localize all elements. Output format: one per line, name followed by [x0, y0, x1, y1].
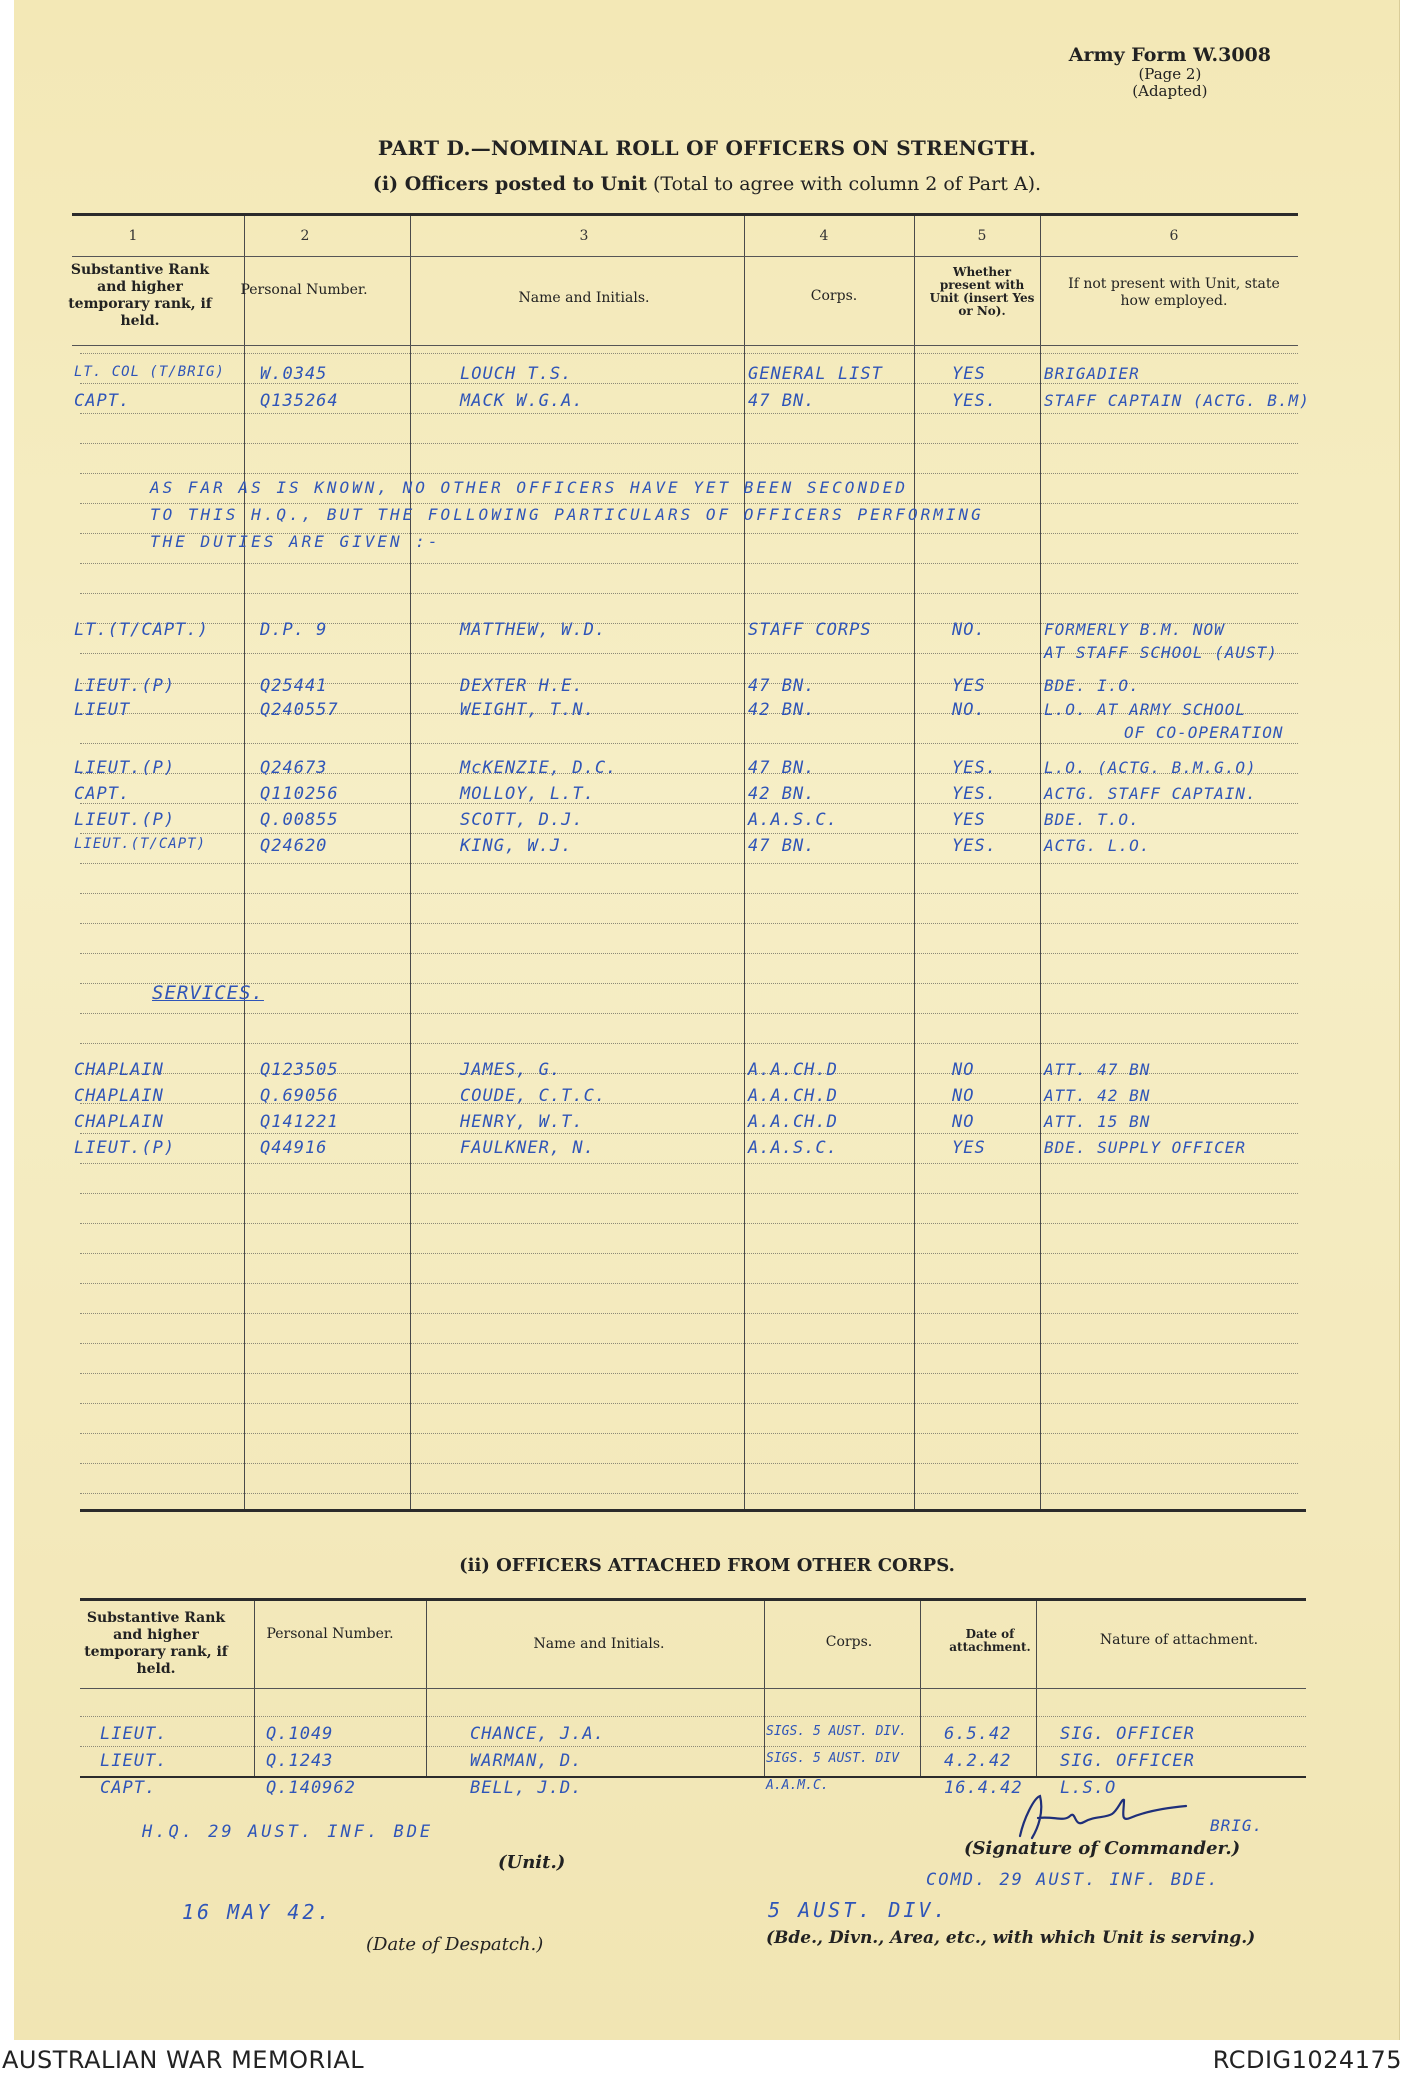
- cell-rank: LIEUT: [74, 700, 131, 720]
- ruled-line: [80, 1463, 1298, 1464]
- cell-present: NO: [952, 1086, 975, 1106]
- attached-cell-corps: SIGS. 5 AUST. DIV.: [766, 1724, 907, 1739]
- attached-cell-rank: CAPT.: [100, 1778, 157, 1798]
- column-number-5: 5: [977, 228, 987, 244]
- cell-rank: LIEUT.(P): [74, 676, 176, 696]
- ruled-line: [80, 1043, 1298, 1044]
- cell-rank: CAPT.: [74, 391, 131, 411]
- cell-employed-continued: OF CO-OPERATION: [1124, 723, 1284, 742]
- ruled-line: [80, 353, 1298, 354]
- cell-rank: LIEUT.(T/CAPT): [74, 836, 207, 852]
- cell-employed: L.O. AT ARMY SCHOOL: [1044, 700, 1247, 719]
- cell-corps: 47 BN.: [748, 676, 816, 696]
- cell-number: Q141221: [260, 1112, 339, 1132]
- cell-number: Q240557: [260, 700, 339, 720]
- ruled-line: [80, 893, 1298, 894]
- cell-name: JAMES, G.: [460, 1060, 562, 1080]
- attached-cell-name: BELL, J.D.: [470, 1778, 583, 1798]
- cell-corps: STAFF CORPS: [748, 620, 872, 640]
- cell-present: YES: [952, 810, 986, 830]
- ruled-line: [80, 743, 1298, 744]
- ruled-line: [80, 1403, 1298, 1404]
- attached-cell-corps: A.A.M.C.: [766, 1778, 829, 1793]
- table2-bottom-rule: [80, 1776, 1306, 1778]
- signature-rank: BRIG.: [1210, 1816, 1264, 1835]
- part-d-title: PART D.—NOMINAL ROLL OF OFFICERS ON STRENGTH.: [377, 136, 1037, 160]
- signature-label: (Signature of Commander.): [964, 1838, 1241, 1859]
- ruled-line: [80, 1163, 1298, 1164]
- ruled-line: [80, 953, 1298, 954]
- ruled-line: [80, 1373, 1298, 1374]
- note-line: THE DUTIES ARE GIVEN :-: [150, 532, 441, 551]
- ruled-line: [80, 863, 1298, 864]
- cell-corps: A.A.S.C.: [748, 810, 838, 830]
- cell-corps: GENERAL LIST: [748, 364, 883, 384]
- cell-employed: L.O. (ACTG. B.M.G.O): [1044, 758, 1257, 777]
- ruled-line: [80, 1283, 1298, 1284]
- t2-header-nature: Nature of attachment.: [1099, 1632, 1259, 1648]
- cell-number: Q.69056: [260, 1086, 339, 1106]
- table-top-rule: [72, 213, 1298, 216]
- cell-present: YES: [952, 1138, 986, 1158]
- column-number-6: 6: [1169, 228, 1179, 244]
- date-label: (Date of Despatch.): [366, 1934, 544, 1955]
- part-ii-title: (ii) OFFICERS ATTACHED FROM OTHER CORPS.: [459, 1555, 955, 1576]
- header-personal-number: Personal Number.: [240, 282, 368, 298]
- unit-value: H.Q. 29 AUST. INF. BDE: [142, 1822, 434, 1842]
- cell-number: Q123505: [260, 1060, 339, 1080]
- cell-name: MACK W.G.A.: [460, 391, 584, 411]
- cell-present: NO: [952, 1060, 975, 1080]
- cell-employed: BRIGADIER: [1044, 364, 1140, 383]
- column-number-4: 4: [819, 228, 829, 244]
- form-page: [14, 0, 1400, 2040]
- division-value: 5 AUST. DIV.: [768, 1898, 949, 1922]
- cell-present: YES.: [952, 758, 997, 778]
- t2-header-name: Name and Initials.: [533, 1636, 665, 1652]
- attached-cell-nature: SIG. OFFICER: [1060, 1724, 1195, 1744]
- cell-corps: A.A.CH.D: [748, 1060, 838, 1080]
- attached-cell-corps: SIGS. 5 AUST. DIV: [766, 1751, 900, 1766]
- attached-cell-rank: LIEUT.: [100, 1751, 168, 1771]
- cell-corps: A.A.S.C.: [748, 1138, 838, 1158]
- cell-rank: LT.(T/CAPT.): [74, 620, 209, 640]
- attached-cell-number: Q.1049: [266, 1724, 334, 1744]
- ruled-line: [80, 1133, 1298, 1134]
- cell-number: Q110256: [260, 784, 339, 804]
- ruled-line: [80, 1253, 1298, 1254]
- ruled-line: [80, 833, 1298, 834]
- form-adapted-note: (Adapted): [1132, 82, 1208, 100]
- cell-present: NO.: [952, 620, 986, 640]
- cell-rank: LT. COL (T/BRIG): [74, 364, 225, 380]
- cell-employed-continued: AT STAFF SCHOOL (AUST): [1044, 643, 1278, 662]
- header-divider: [72, 256, 1298, 257]
- cell-present: NO.: [952, 700, 986, 720]
- cell-number: Q.00855: [260, 810, 339, 830]
- cell-corps: 42 BN.: [748, 700, 816, 720]
- cell-rank: LIEUT.(P): [74, 758, 176, 778]
- archive-institution: AUSTRALIAN WAR MEMORIAL: [2, 2046, 365, 2074]
- cell-number: Q135264: [260, 391, 339, 411]
- attached-cell-nature: L.S.O: [1060, 1778, 1117, 1798]
- cell-name: WEIGHT, T.N.: [460, 700, 595, 720]
- cell-name: MATTHEW, W.D.: [460, 620, 607, 640]
- column-number-3: 3: [579, 228, 589, 244]
- cell-employed: ACTG. L.O.: [1044, 836, 1151, 855]
- unit-label: (Unit.): [498, 1852, 566, 1873]
- ruled-line: [80, 413, 1298, 414]
- cell-name: SCOTT, D.J.: [460, 810, 584, 830]
- cell-employed: FORMERLY B.M. NOW: [1044, 620, 1225, 639]
- attached-cell-date: 16.4.42: [944, 1778, 1023, 1798]
- ruled-line: [80, 1493, 1298, 1494]
- t2-header-date: Date of attachment.: [949, 1627, 1031, 1654]
- cell-name: HENRY, W.T.: [460, 1112, 584, 1132]
- ruled-line: [80, 593, 1298, 594]
- part-d-subtitle: [0, 173, 1414, 195]
- ruled-line: [80, 1343, 1298, 1344]
- attached-cell-date: 4.2.42: [944, 1751, 1012, 1771]
- attached-cell-date: 6.5.42: [944, 1724, 1012, 1744]
- ruled-line: [80, 1313, 1298, 1314]
- attached-cell-name: CHANCE, J.A.: [470, 1724, 605, 1744]
- ruled-line: [80, 923, 1298, 924]
- header-corps: Corps.: [810, 288, 858, 304]
- attached-cell-number: Q.1243: [266, 1751, 334, 1771]
- cell-name: KING, W.J.: [460, 836, 573, 856]
- cell-corps: 47 BN.: [748, 391, 816, 411]
- attached-cell-name: WARMAN, D.: [470, 1751, 583, 1771]
- form-page-number: (Page 2): [1138, 65, 1202, 83]
- attached-cell-number: Q.140962: [266, 1778, 356, 1798]
- form-identifier: [1069, 44, 1271, 100]
- command-value: COMD. 29 AUST. INF. BDE.: [926, 1870, 1220, 1890]
- cell-rank: LIEUT.(P): [74, 810, 176, 830]
- cell-number: Q25441: [260, 676, 328, 696]
- cell-number: W.0345: [260, 364, 328, 384]
- cell-corps: A.A.CH.D: [748, 1112, 838, 1132]
- division-label: (Bde., Divn., Area, etc., with which Unit is serving.): [766, 1928, 1256, 1948]
- cell-number: Q24673: [260, 758, 328, 778]
- ruled-line: [80, 1193, 1298, 1194]
- archive-reference: RCDIG1024175: [1212, 2046, 1402, 2074]
- cell-present: YES.: [952, 784, 997, 804]
- cell-name: COUDE, C.T.C.: [460, 1086, 607, 1106]
- cell-name: DEXTER H.E.: [460, 676, 584, 696]
- note-line: AS FAR AS IS KNOWN, NO OTHER OFFICERS HAVE YET BEEN SECONDED: [150, 478, 908, 497]
- cell-name: FAULKNER, N.: [460, 1138, 595, 1158]
- cell-present: YES: [952, 364, 986, 384]
- cell-name: LOUCH T.S.: [460, 364, 573, 384]
- table2-top-rule: [80, 1598, 1306, 1601]
- cell-corps: 47 BN.: [748, 758, 816, 778]
- cell-rank: CAPT.: [74, 784, 131, 804]
- services-heading: SERVICES.: [152, 982, 264, 1004]
- column-number-2: 2: [300, 228, 310, 244]
- cell-rank: CHAPLAIN: [74, 1060, 164, 1080]
- cell-employed: BDE. SUPPLY OFFICER: [1044, 1138, 1247, 1157]
- ruled-line: [80, 1013, 1298, 1014]
- table-bottom-rule: [80, 1509, 1306, 1512]
- cell-present: YES.: [952, 391, 997, 411]
- header-base: [72, 345, 1298, 346]
- cell-employed: ACTG. STAFF CAPTAIN.: [1044, 784, 1257, 803]
- cell-rank: CHAPLAIN: [74, 1086, 164, 1106]
- t2-header-corps: Corps.: [825, 1634, 873, 1650]
- cell-present: NO: [952, 1112, 975, 1132]
- header-present: Whether present with Unit (insert Yes or No).: [929, 265, 1035, 318]
- cell-employed: BDE. I.O.: [1044, 676, 1140, 695]
- ruled-line: [80, 443, 1298, 444]
- cell-employed: ATT. 42 BN: [1044, 1086, 1151, 1105]
- header-name: Name and Initials.: [518, 290, 650, 306]
- cell-name: MOLLOY, L.T.: [460, 784, 595, 804]
- note-line: TO THIS H.Q., BUT THE FOLLOWING PARTICULARS OF OFFICERS PERFORMING: [150, 505, 984, 524]
- cell-employed: BDE. T.O.: [1044, 810, 1140, 829]
- ruled-line: [80, 1433, 1298, 1434]
- header-employed: If not present with Unit, state how employed.: [1068, 276, 1280, 309]
- t2-header-personal-number: Personal Number.: [266, 1626, 394, 1642]
- cell-employed: ATT. 15 BN: [1044, 1112, 1151, 1131]
- ruled-line: [80, 1223, 1298, 1224]
- t2-header-rank: Substantive Rank and higher temporary rank, if held.: [84, 1610, 228, 1677]
- ruled-line: [80, 473, 1298, 474]
- column-number-1: 1: [128, 228, 138, 244]
- ruled-line: [80, 1746, 1306, 1747]
- ruled-line: [80, 1716, 1306, 1717]
- cell-corps: 42 BN.: [748, 784, 816, 804]
- ruled-line: [80, 563, 1298, 564]
- header-base: [80, 1688, 1306, 1689]
- cell-present: YES: [952, 676, 986, 696]
- cell-number: D.P. 9: [260, 620, 328, 640]
- cell-rank: LIEUT.(P): [74, 1138, 176, 1158]
- cell-number: Q44916: [260, 1138, 328, 1158]
- header-rank: Substantive Rank and higher temporary rank, if held.: [68, 262, 212, 329]
- part-d-subtitle-bold: (i) Officers posted to Unit: [372, 173, 647, 195]
- cell-name: McKENZIE, D.C.: [460, 758, 618, 778]
- attached-cell-nature: SIG. OFFICER: [1060, 1751, 1195, 1771]
- cell-corps: A.A.CH.D: [748, 1086, 838, 1106]
- cell-corps: 47 BN.: [748, 836, 816, 856]
- cell-number: Q24620: [260, 836, 328, 856]
- part-d-subtitle-rest: (Total to agree with column 2 of Part A).: [646, 173, 1042, 195]
- cell-employed: ATT. 47 BN: [1044, 1060, 1151, 1079]
- date-value: 16 MAY 42.: [182, 1900, 333, 1924]
- attached-cell-rank: LIEUT.: [100, 1724, 168, 1744]
- cell-rank: CHAPLAIN: [74, 1112, 164, 1132]
- ruled-line: [80, 503, 1298, 504]
- cell-employed: STAFF CAPTAIN (ACTG. B.M): [1044, 391, 1310, 410]
- cell-present: YES.: [952, 836, 997, 856]
- form-number: Army Form W.3008: [1068, 44, 1271, 66]
